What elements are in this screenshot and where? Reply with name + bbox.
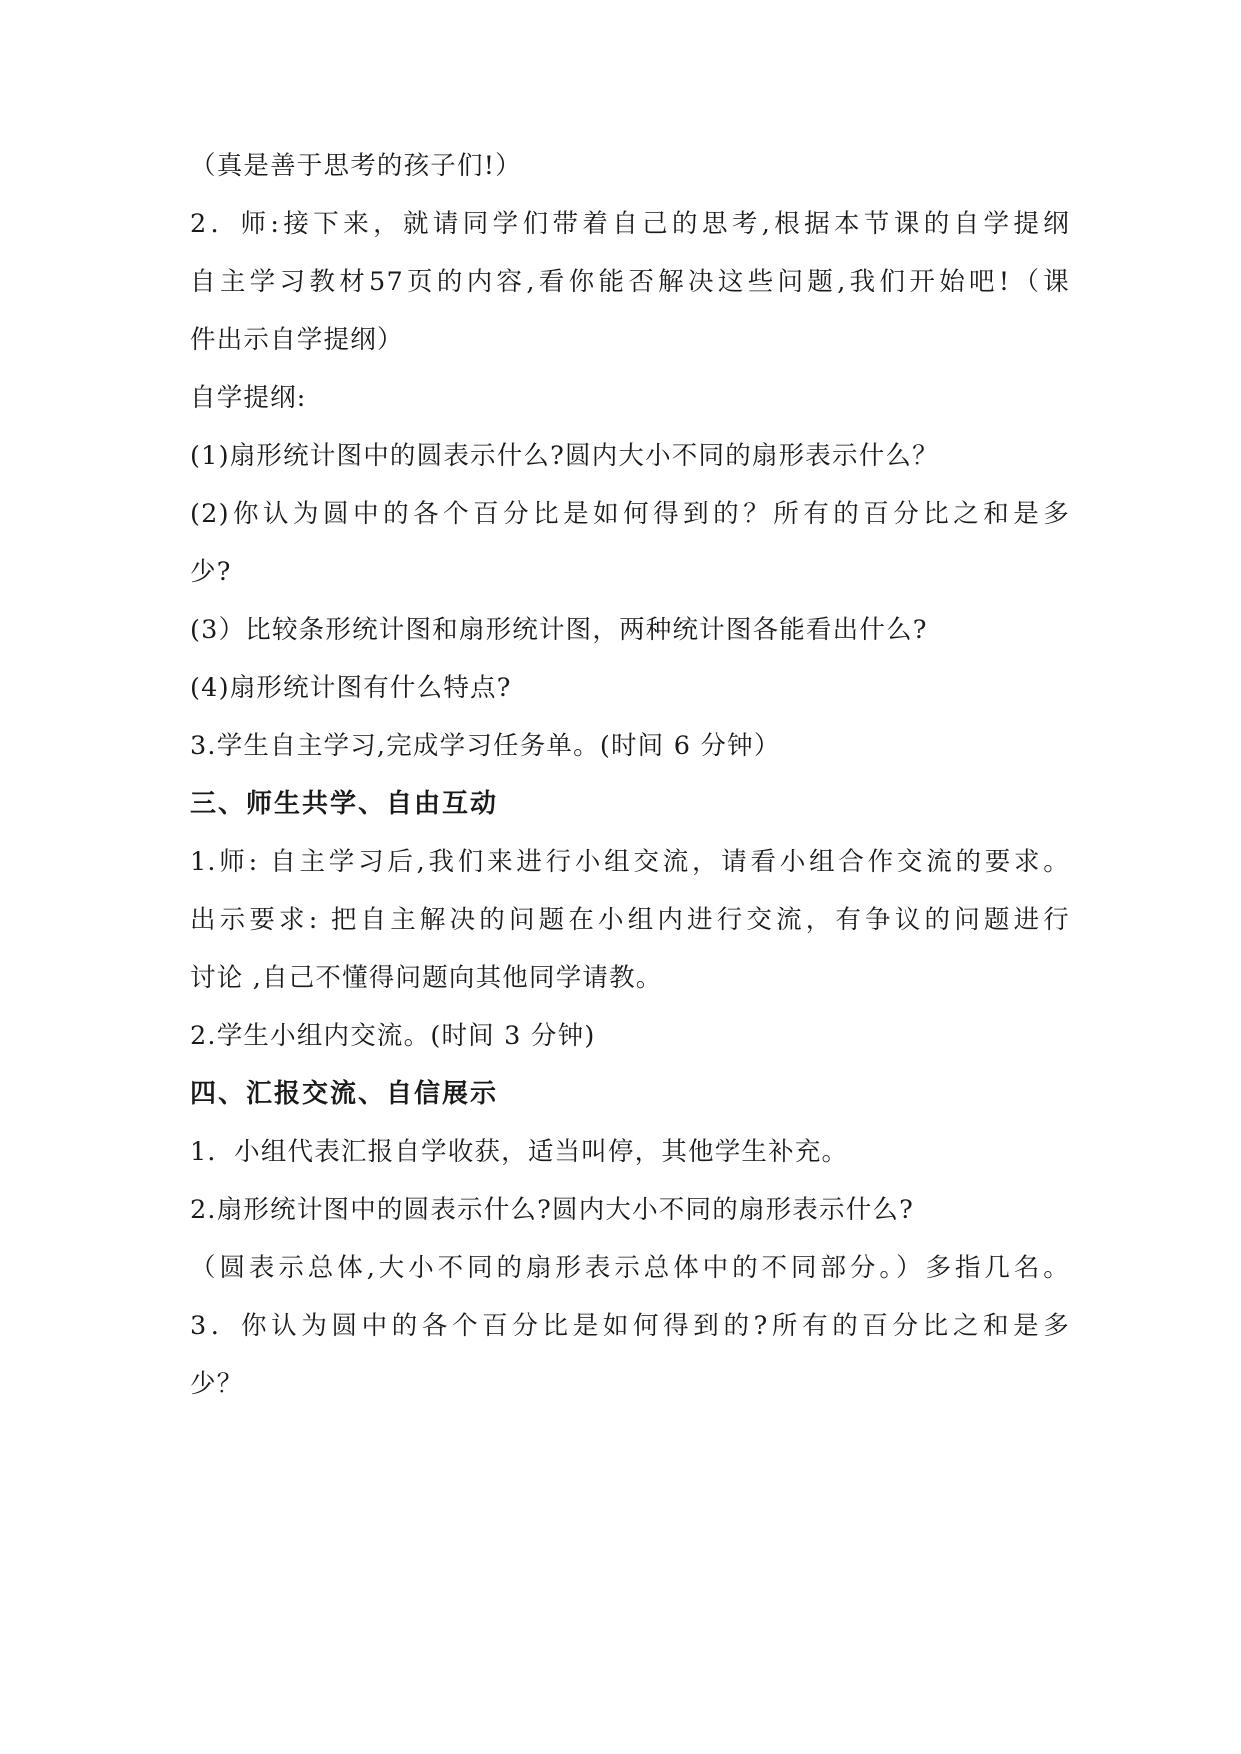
- text-line-report-3: 3．你认为圆中的各个百分比是如何得到的?所有的百分比之和是多: [190, 1311, 1070, 1341]
- text-line-report-1: 1．小组代表汇报自学收获，适当叫停，其他学生补充。: [190, 1137, 849, 1167]
- text-line-outline-q2: (2)你认为圆中的各个百分比是如何得到的？所有的百分比之和是多: [190, 499, 1070, 529]
- section-heading-3: 三、师生共学、自由互动: [190, 789, 499, 819]
- text-line-outline-q4: (4)扇形统计图有什么特点?: [190, 673, 512, 703]
- text-line-report-2-answer: （圆表示总体,大小不同的扇形表示总体中的不同部分。）多指几名。: [190, 1253, 1070, 1283]
- text-line-group-exchange: 2.学生小组内交流。(时间 3 分钟): [190, 1021, 596, 1051]
- text-line-praise: （真是善于思考的孩子们!）: [190, 151, 522, 181]
- text-line-step3: 3.学生自主学习,完成学习任务单。(时间 6 分钟）: [190, 731, 781, 761]
- text-line-group-discussion: 1.师: 自主学习后,我们来进行小组交流，请看小组合作交流的要求。: [190, 847, 1070, 877]
- text-line-requirements-end: 讨论 ,自己不懂得问题向其他同学请教。: [190, 963, 663, 993]
- text-line-step2-teacher: 2．师:接下来，就请同学们带着自己的思考,根据本节课的自学提纲: [190, 209, 1070, 239]
- text-line-outline-q3: (3）比较条形统计图和扇形统计图，两种统计图各能看出什么?: [190, 615, 928, 645]
- text-line-step2-continued: 自主学习教材57页的内容,看你能否解决这些问题,我们开始吧!（课: [190, 267, 1070, 297]
- text-line-step2-end: 件出示自学提纲）: [190, 325, 404, 355]
- text-line-report-3-end: 少？: [190, 1369, 244, 1399]
- text-line-report-2: 2.扇形统计图中的圆表示什么?圆内大小不同的扇形表示什么?: [190, 1195, 914, 1225]
- text-line-outline-title: 自学提纲:: [190, 383, 307, 413]
- section-heading-4: 四、汇报交流、自信展示: [190, 1079, 499, 1109]
- text-line-outline-q1: (1)扇形统计图中的圆表示什么?圆内大小不同的扇形表示什么？: [190, 441, 939, 471]
- text-line-outline-q2-end: 少?: [190, 557, 232, 587]
- text-line-requirements: 出示要求: 把自主解决的问题在小组内进行交流，有争议的问题进行: [190, 905, 1070, 935]
